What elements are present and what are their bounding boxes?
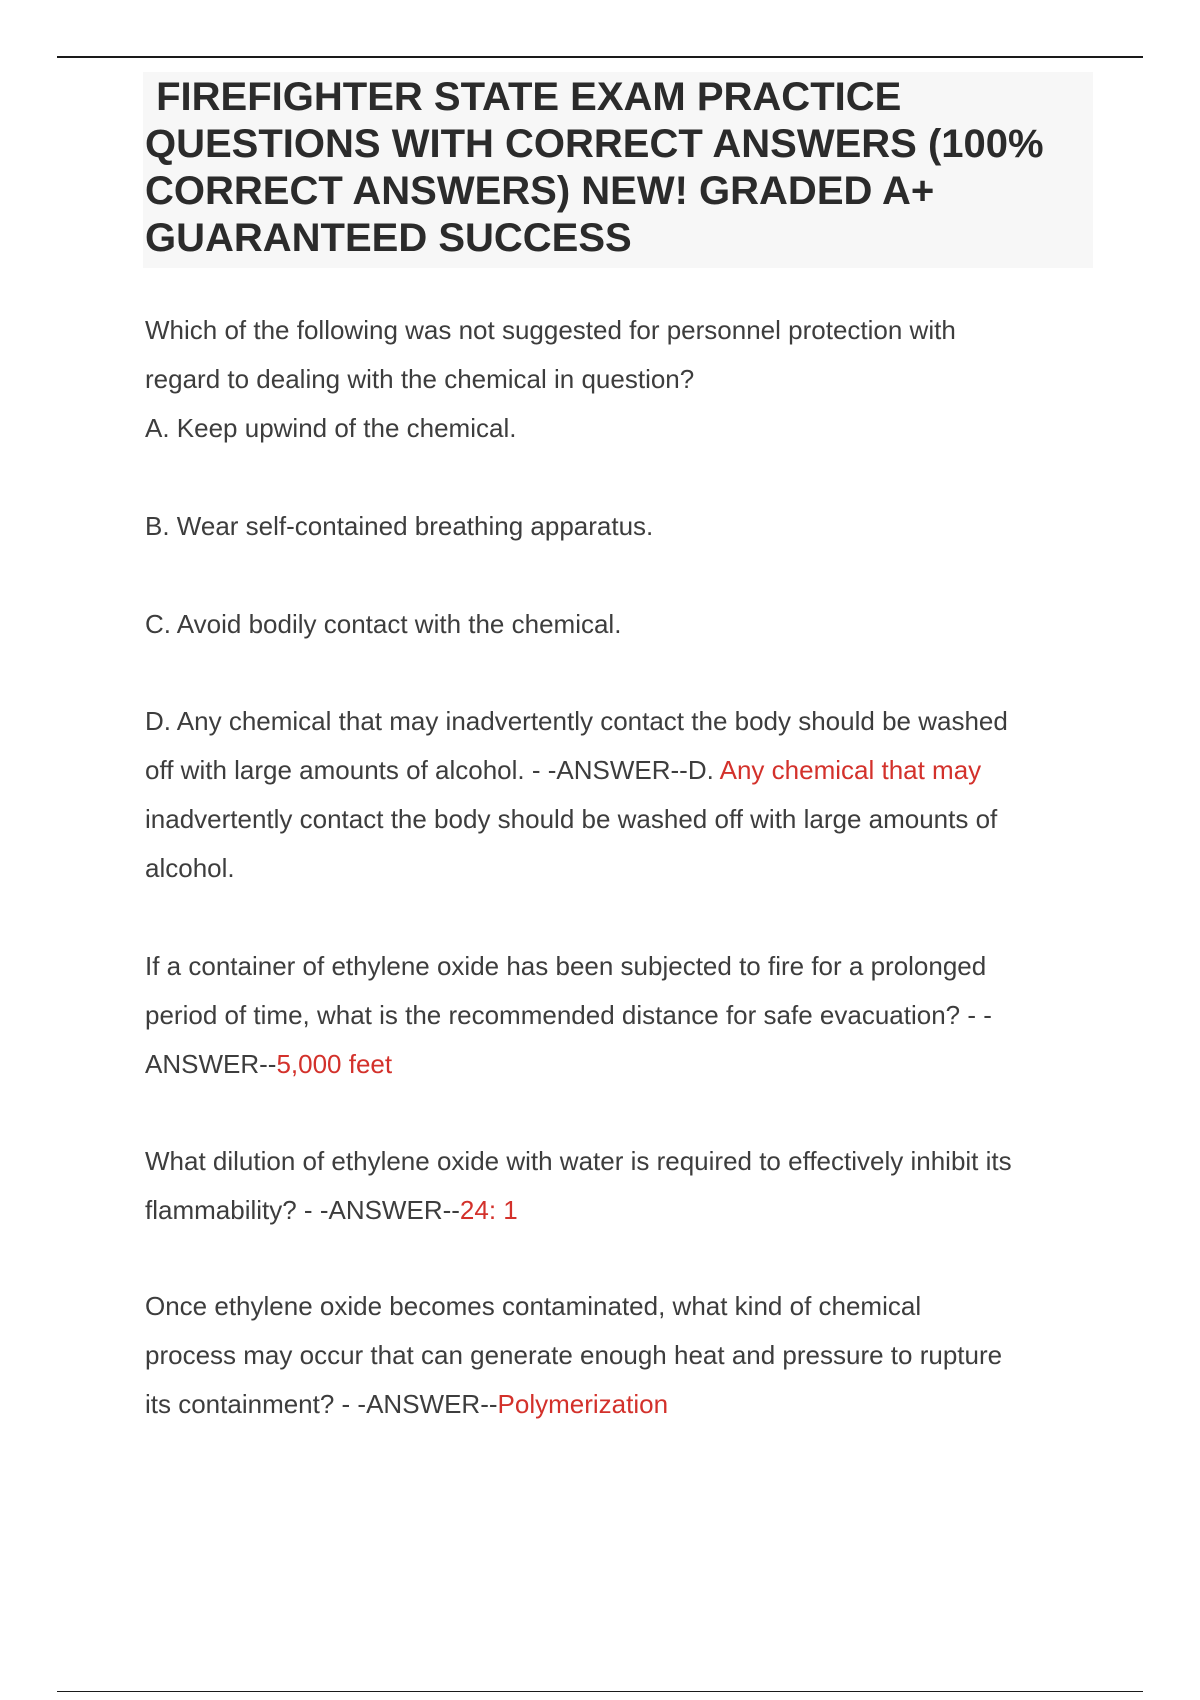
document-title: [145, 74, 1093, 262]
answer-text: alcohol.: [145, 853, 235, 883]
question-2-answer-line: [145, 1040, 1095, 1089]
question-2-line: If a container of ethylene oxide has been subjected to fire for a prolonged: [145, 951, 987, 981]
option-d-answer-line: [145, 746, 1095, 795]
title-line: QUESTIONS WITH CORRECT ANSWERS (100%: [145, 122, 1044, 166]
question-2-line: period of time, what is the recommended distance for safe evacuation? - -: [145, 1000, 992, 1030]
answer-prefix: ANSWER--: [145, 1049, 277, 1079]
answer-prefix: its containment? - -ANSWER--: [145, 1389, 498, 1419]
title-block: [143, 72, 1093, 268]
option-c: C. Avoid bodily contact with the chemical.: [145, 609, 622, 639]
title-line: CORRECT ANSWERS) NEW! GRADED A+: [145, 169, 935, 213]
answer-text: inadvertently contact the body should be washed off with large amounts of: [145, 804, 998, 834]
question-4-line: Once ethylene oxide becomes contaminated, what kind of chemical: [145, 1291, 922, 1321]
question-3-answer-line: [145, 1186, 1095, 1235]
question-2: [145, 942, 1095, 1089]
option-b: B. Wear self-contained breathing apparatus.: [145, 511, 654, 541]
option-a: A. Keep upwind of the chemical.: [145, 413, 517, 443]
answer-text: 5,000 feet: [276, 1049, 393, 1079]
question-3-line: What dilution of ethylene oxide with water is required to effectively inhibit its: [145, 1146, 1012, 1176]
top-rule: [57, 56, 1143, 58]
answer-prefix: off with large amounts of alcohol. - -ANSWER--D.: [145, 755, 720, 785]
bottom-rule: [57, 1691, 1143, 1692]
option-d-line: D. Any chemical that may inadvertently contact the body should be washed: [145, 706, 1008, 736]
question-1: [145, 306, 1095, 404]
question-4-answer-line: [145, 1380, 1095, 1429]
title-line: GUARANTEED SUCCESS: [145, 216, 632, 260]
question-3: [145, 1137, 1095, 1235]
answer-text: 24: 1: [459, 1195, 518, 1225]
title-line: FIREFIGHTER STATE EXAM PRACTICE: [145, 75, 902, 119]
answer-text: Polymerization: [497, 1389, 669, 1419]
question-1-line: Which of the following was not suggested for personnel protection with: [145, 315, 956, 345]
question-1-line: regard to dealing with the chemical in question?: [145, 364, 695, 394]
answer-text: Any chemical that may: [719, 755, 982, 785]
option-d: [145, 697, 1095, 893]
answer-prefix: flammability? - -ANSWER--: [145, 1195, 460, 1225]
question-4-line: process may occur that can generate enough heat and pressure to rupture: [145, 1340, 1003, 1370]
question-4: [145, 1282, 1095, 1429]
